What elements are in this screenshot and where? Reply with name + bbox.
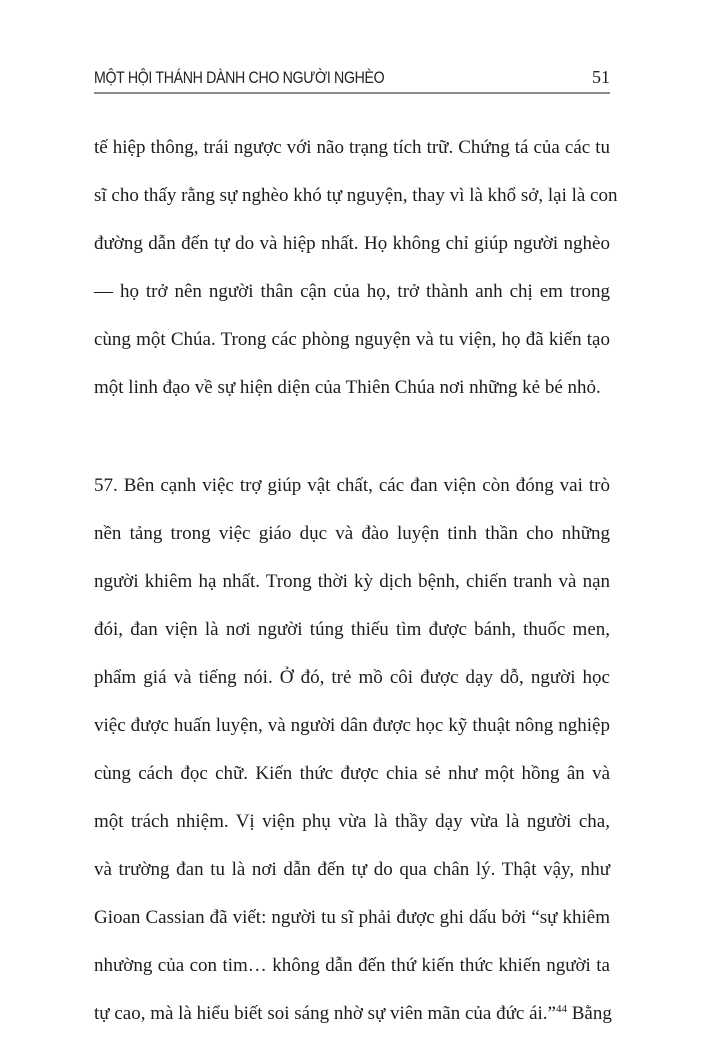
paragraph-57 [94, 462, 610, 1038]
text-before-footnote: tự cao, mà là hiểu biết soi sáng nhờ sự viên mãn của đức ái.” [94, 1003, 556, 1024]
text-line: sĩ cho thấy rằng sự nghèo khó tự nguyện, thay vì là khổ sở, lại là con [94, 185, 618, 206]
text-line: 57. Bên cạnh việc trợ giúp vật chất, các đan viện còn đóng vai trò [94, 475, 610, 496]
text-line: nhường của con tim… không dẫn đến thứ kiến thức khiến người ta [94, 955, 610, 976]
text-line: việc được huấn luyện, và người dân được học kỹ thuật nông nghiệp [94, 715, 610, 736]
paragraph-gap [94, 412, 610, 462]
text-line: — họ trở nên người thân cận của họ, trở thành anh chị em trong [94, 281, 610, 302]
paragraph-continuation [94, 124, 618, 412]
text-line: và trường đan tu là nơi dẫn đến tự do qua chân lý. Thật vậy, như [94, 859, 610, 880]
text-line: đói, đan viện là nơi người túng thiếu tìm được bánh, thuốc men, [94, 619, 610, 640]
text-line: một trách nhiệm. Vị viện phụ vừa là thầy dạy vừa là người cha, [94, 811, 610, 832]
page-number: 51 [592, 67, 610, 87]
footnote-reference[interactable]: 44 [555, 1003, 567, 1015]
header-rule [94, 92, 610, 94]
text-line [94, 990, 610, 1038]
text-after-footnote: Bằng [566, 1003, 612, 1024]
text-line: cùng cách đọc chữ. Kiến thức được chia sẻ như một hồng ân và [94, 763, 610, 784]
running-header [94, 62, 610, 88]
text-line: Gioan Cassian đã viết: người tu sĩ phải được ghi dấu bởi “sự khiêm [94, 907, 610, 928]
text-line: một linh đạo về sự hiện diện của Thiên Chúa nơi những kẻ bé nhỏ. [94, 377, 601, 398]
body-text [94, 124, 618, 1038]
text-line: đường dẫn đến tự do và hiệp nhất. Họ không chỉ giúp người nghèo [94, 233, 610, 254]
text-line: nền tảng trong việc giáo dục và đào luyện tinh thần cho những [94, 523, 610, 544]
text-line: tế hiệp thông, trái ngược với não trạng tích trữ. Chứng tá của các tu [94, 137, 610, 158]
running-title: MỘT HỘI THÁNH DÀNH CHO NGƯỜI NGHÈO [94, 69, 385, 87]
text-line: người khiêm hạ nhất. Trong thời kỳ dịch bệnh, chiến tranh và nạn [94, 571, 610, 592]
text-line: cùng một Chúa. Trong các phòng nguyện và tu viện, họ đã kiến tạo [94, 329, 610, 350]
text-line: phẩm giá và tiếng nói. Ở đó, trẻ mồ côi được dạy dỗ, người học [94, 667, 610, 688]
